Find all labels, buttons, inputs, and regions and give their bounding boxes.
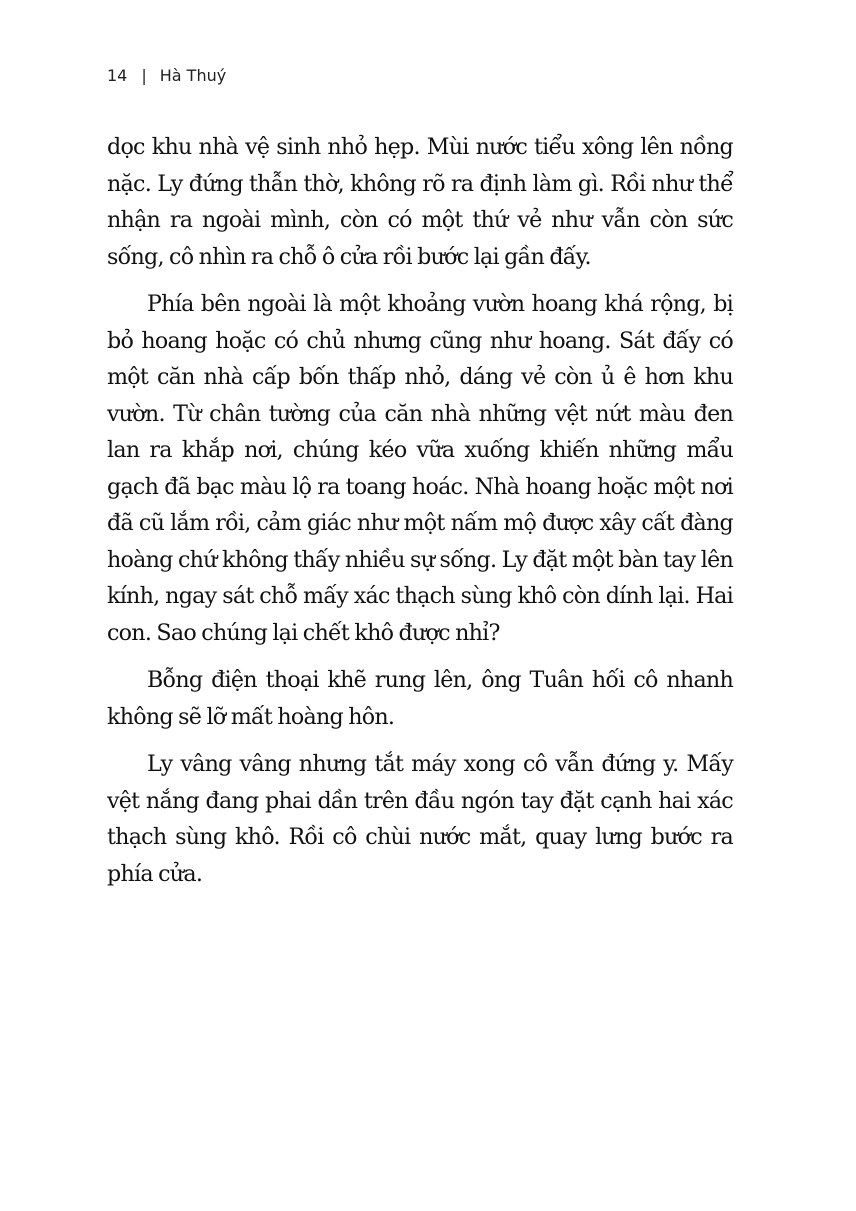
header-separator: | xyxy=(141,65,147,85)
page-number: 14 xyxy=(107,65,128,85)
paragraph-continuation: dọc khu nhà vệ sinh nhỏ hẹp. Mùi nước tiểu xông lên nồng nặc. Ly đứng thẫn thờ, không rõ ra định làm gì. Rồi như thể nhận ra ngoài mình, còn có một thứ vẻ như vẫn còn sức sống, cô nhìn ra chỗ ô cửa rồi bước lại gần đấy. xyxy=(107,134,733,270)
paragraph: Phía bên ngoài là một khoảng vườn hoang khá rộng, bị bỏ hoang hoặc có chủ nhưng cũng như hoang. Sát đấy có một căn nhà cấp bốn thấp nhỏ, dáng vẻ còn ủ ê hơn khu vườn. Từ chân tường của căn nhà những vệt nứt màu đen lan ra khắp nơi, chúng kéo vữa xuống khiến những mẩu gạch đã bạc màu lộ ra toang hoác. Nhà hoang hoặc một nơi đã cũ lắm rồi, cảm giác như một nấm mộ được xây cất đàng hoàng chứ không thấy nhiều sự sống. Ly đặt một bàn tay lên kính, ngay sát chỗ mấy xác thạch sùng khô còn dính lại. Hai con. Sao chúng lại chết khô được nhỉ? xyxy=(107,291,733,646)
paragraph: Bỗng điện thoại khẽ rung lên, ông Tuân hối cô nhanh không sẽ lỡ mất hoàng hôn. xyxy=(107,667,733,730)
body-text xyxy=(107,129,733,903)
author-name: Hà Thuý xyxy=(159,65,227,85)
running-head xyxy=(107,63,226,87)
paragraph: Ly vâng vâng nhưng tắt máy xong cô vẫn đứng y. Mấy vệt nắng đang phai dần trên đầu ngón tay đặt cạnh hai xác thạch sùng khô. Rồi cô chùi nước mắt, quay lưng bước ra phía cửa. xyxy=(107,751,733,887)
